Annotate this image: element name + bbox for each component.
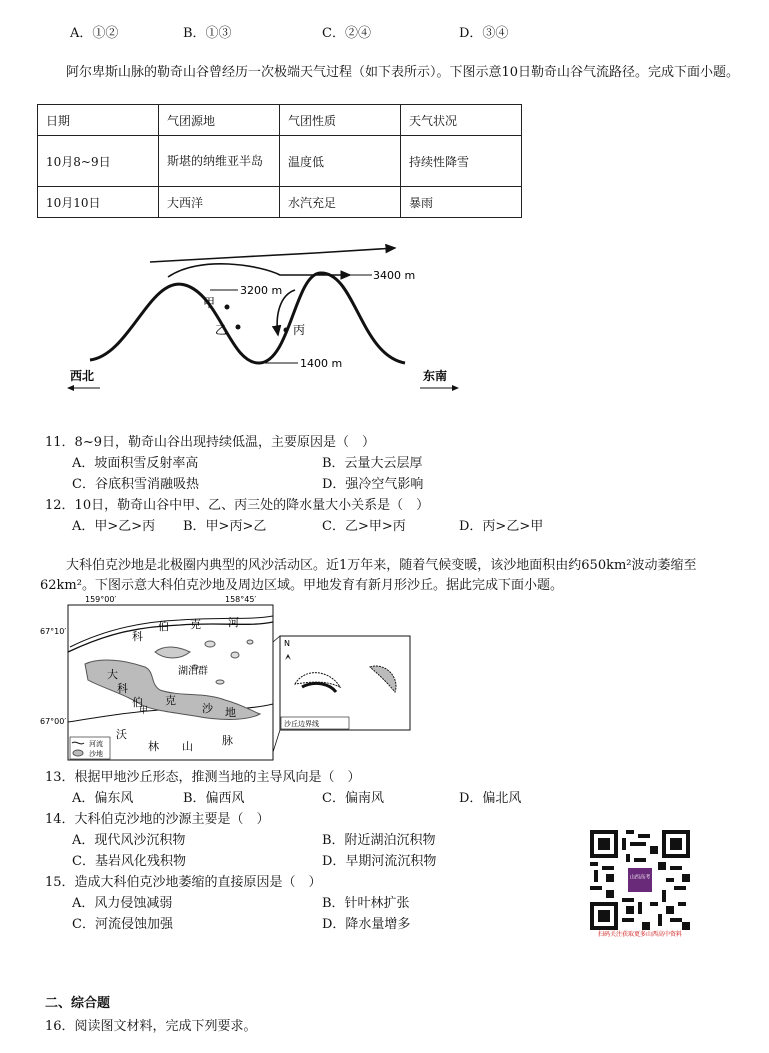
map-label: 地 [225,706,236,719]
legend-river-label: 河流 [89,740,103,748]
table-row [38,187,522,218]
lake [205,641,215,647]
q13-option-a[interactable]: A．偏东风 [72,791,134,806]
qr-center-label: 山西高考 [629,874,651,881]
q13-option-c[interactable]: C．偏南风 [322,791,384,806]
prev-option-b: B．①③ [183,26,232,41]
north-label: N [284,639,290,648]
table-cell: 暴雨 [401,187,522,218]
label-southeast: 东南 [423,369,448,383]
map-label: 伯 [132,696,143,709]
legend-sand-label: 沙地 [89,750,103,758]
label-northwest: 西北 [70,369,95,383]
table-header-cell: 天气状况 [401,105,522,136]
inset-connector [273,730,280,752]
lon-label: 159°00′ [85,595,117,604]
point-jia [225,305,230,310]
lon-label: 158°45′ [225,595,257,604]
map-label: 大 [107,668,118,681]
q11-option-c[interactable]: C．谷底积雪消融吸热 [72,477,199,492]
q15-option-c[interactable]: C．河流侵蚀加强 [72,917,173,932]
point-bing [284,328,289,333]
qr-code[interactable] [590,830,690,930]
lake [247,640,253,644]
sand-area-map [40,592,420,762]
map-label-lakes: 湖泊群 [178,666,208,677]
legend-sand-symbol [73,750,83,756]
weather-table [37,104,522,218]
table-cell: 持续性降雪 [401,136,522,187]
lat-label: 67°00′ [40,717,67,726]
q11-stem: 11．8~9日，勒奇山谷出现持续低温，主要原因是（ ） [45,435,375,450]
table-cell: 温度低 [280,136,401,187]
label-jia: 甲 [203,296,216,310]
dune-line-legend: 沙丘边界线 [284,720,319,728]
q12-option-a[interactable]: A．甲>乙>丙 [72,519,156,534]
q14-option-b[interactable]: B．附近湖泊沉积物 [322,833,436,848]
q13-option-b[interactable]: B．偏西风 [183,791,245,806]
table-cell: 10月8~9日 [38,136,159,187]
q12-option-d[interactable]: D．丙>乙>甲 [459,519,544,534]
q14-option-c[interactable]: C．基岩风化残积物 [72,854,186,869]
table-cell: 10月10日 [38,187,159,218]
table-header-cell: 气团性质 [280,105,401,136]
label-bing: 丙 [293,323,306,337]
q15-option-d[interactable]: D．降水量增多 [322,917,411,932]
map-label: 沙 [202,702,213,715]
map-label: 科 [132,630,143,643]
table-header-cell: 气团源地 [159,105,280,136]
table-row [38,136,522,187]
map-label: 克 [165,694,176,707]
q13-option-d[interactable]: D．偏北风 [459,791,522,806]
map-label: 科 [117,682,128,695]
map-label: 脉 [222,734,233,747]
q15-stem: 15．造成大科伯克沙地萎缩的直接原因是（ ） [45,875,322,890]
map-label: 伯 [158,620,169,633]
q15-option-b[interactable]: B．针叶林扩张 [322,896,410,911]
table-cell: 大西洋 [159,187,280,218]
q13-stem: 13．根据甲地沙丘形态，推测当地的主导风向是（ ） [45,770,361,785]
inset-connector [273,636,280,642]
table-header-cell: 日期 [38,105,159,136]
section-title: 二、综合题 [45,996,111,1011]
label-3200: 3200 m [240,284,283,297]
map-label-jia: 甲 [139,706,149,716]
table-header-row [38,105,522,136]
lake [231,652,239,658]
table-cell: 水汽充足 [280,187,401,218]
map-label: 山 [182,740,193,753]
q11-option-b[interactable]: B．云量大云层厚 [322,456,423,471]
map-label: 河 [228,616,239,629]
q11-option-a[interactable]: A．坡面积雪反射率高 [72,456,199,471]
table-cell: 斯堪的纳维亚半岛 [159,136,280,187]
q14-option-a[interactable]: A．现代风沙沉积物 [72,833,186,848]
q16-stem: 16．阅读图文材料，完成下列要求。 [45,1019,257,1034]
q11-option-d[interactable]: D．强冷空气影响 [322,477,424,492]
q15-option-a[interactable]: A．风力侵蚀减弱 [72,896,173,911]
passage-2: 大科伯克沙地是北极圈内典型的风沙活动区。近1万年来，随着气候变暖，该沙地面积由约650km²波动萎缩至62km²。下图示意大科伯克沙地及周边区域。甲地发育有新月形沙丘。据此完成下面小题。 [40,558,697,593]
prev-option-a: A．①② [70,26,119,41]
q14-option-d[interactable]: D．早期河流沉积物 [322,854,437,869]
map-label: 林 [148,740,159,753]
q12-option-b[interactable]: B．甲>丙>乙 [183,519,267,534]
label-yi: 乙 [215,323,228,337]
q12-option-c[interactable]: C．乙>甲>丙 [322,519,406,534]
passage-1: 阿尔卑斯山脉的勒奇山谷曾经历一次极端天气过程（如下表所示）。下图示意10日勒奇山谷气流路径。完成下面小题。 [66,65,740,80]
upper-airflow-arrow [150,248,395,262]
q14-stem: 14．大科伯克沙地的沙源主要是（ ） [45,812,270,827]
label-3400: 3400 m [373,269,416,282]
prev-option-d: D．③④ [459,26,509,41]
lat-label: 67°10′ [40,627,67,636]
lake [216,680,224,684]
label-1400: 1400 m [300,357,343,370]
map-label: 沃 [116,728,127,741]
airflow-arrow [168,264,350,277]
valley-airflow-figure [60,235,470,395]
q12-stem: 12．10日，勒奇山谷中甲、乙、丙三处的降水量大小关系是（ ） [45,498,430,513]
prev-option-c: C．②④ [322,26,371,41]
qr-caption: 扫码关注获取更多山西高中资料 [597,931,682,938]
map-label: 克 [190,618,201,631]
point-yi [236,325,241,330]
